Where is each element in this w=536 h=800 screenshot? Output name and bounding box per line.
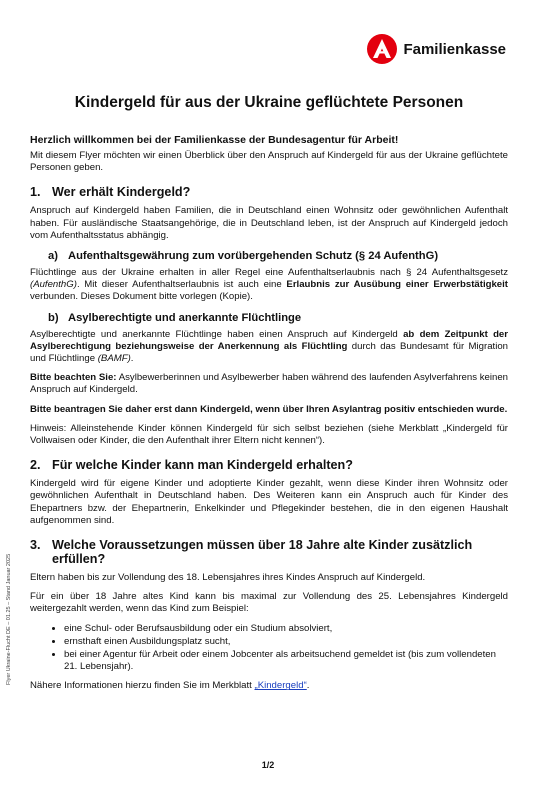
section-3-number: 3. bbox=[30, 538, 41, 553]
section-1-text: Anspruch auf Kindergeld haben Familien, die in Deutschland einen Wohnsitz oder gewöhnlichen Aufenthalt haben. Für ausländische Staatsangehörige, die in Deutschland leben, ist der Anspruch auf Kindergeld jedoch vom Aufenthaltsstatus abhängig. bbox=[30, 205, 508, 241]
list-item: • bei einer Agentur für Arbeit oder einem Jobcenter als arbeitsuchend gemeldet ist (bis zum vollendeten 21. Lebensjahr). bbox=[64, 649, 508, 673]
section-2-title: Für welche Kinder kann man Kindergeld erhalten? bbox=[52, 458, 353, 473]
note-apply-after-decision: Bitte beantragen Sie daher erst dann Kindergeld, wenn über Ihren Asylantrag positiv entschieden wurde. bbox=[30, 403, 508, 415]
subsection-b-heading bbox=[48, 312, 508, 324]
subsection-b-number: b) bbox=[48, 311, 59, 324]
note-asylum-seekers: Bitte beachten Sie: Asylbewerberinnen und Asylbewerber haben während des laufenden Asylverfahrens keinen Anspruch auf Kindergeld. bbox=[30, 372, 508, 396]
section-3-text-1: Eltern haben bis zur Vollendung des 18. Lebensjahres ihres Kindes Anspruch auf Kindergeld. bbox=[30, 572, 426, 584]
section-1-number: 1. bbox=[30, 185, 41, 200]
familienkasse-logo bbox=[367, 34, 506, 64]
list-item: • ernsthaft einen Ausbildungsplatz sucht, bbox=[64, 636, 508, 648]
hint-orphans: Hinweis: Alleinstehende Kinder können Kindergeld für sich selbst beziehen (siehe Merkblatt „Kindergeld für Vollwaisen oder Kinder, die den Aufenthalt ihrer Eltern nicht kennen“). bbox=[30, 422, 508, 447]
kindergeld-merkblatt-link[interactable]: „Kindergeld“ bbox=[254, 680, 307, 692]
section-2-text: Kindergeld wird für eigene Kinder und adoptierte Kinder gezahlt, wenn diese Kinder ihren Wohnsitz oder gewöhnlichen Aufenthalt in Deutschland haben. Des Weiteren kann ein Anspruch auch für Kinder des Ehepartners bzw. der Ehepartnerin, Enkelkinder und Pflegekinder bestehen, die in den eigenen Haushalt aufgenommen sind. bbox=[30, 478, 508, 526]
welcome-heading: Herzlich willkommen bei der Familienkasse der Bundesagentur für Arbeit! bbox=[30, 134, 399, 146]
list-item: • eine Schul- oder Berufsausbildung oder ein Studium absolviert, bbox=[64, 623, 508, 635]
subsection-a-text: Flüchtlinge aus der Ukraine erhalten in aller Regel eine Aufenthaltserlaubnis nach § 24 Aufenthaltsgesetz (AufenthG). Mit dieser Aufenthaltserlaubnis ist auch eine Erlaubnis zur Ausübung einer Erwerbstätigkeit verbunden. Dieses Dokument bitte vorlegen (Kopie). bbox=[30, 267, 508, 303]
brand-name: Familienkasse bbox=[403, 40, 506, 58]
document-title: Kindergeld für aus der Ukraine geflüchtete Personen bbox=[74, 94, 464, 111]
document-body bbox=[30, 94, 508, 700]
section-2-number: 2. bbox=[30, 458, 41, 473]
conditions-list bbox=[30, 623, 508, 674]
subsection-b-text: Asylberechtigte und anerkannte Flüchtlinge haben einen Anspruch auf Kindergeld ab dem Zeitpunkt der Asylberechtigung beziehungsweise der Anerkennung als Flüchtling durch das Bundesamt für Migration und Flüchtlinge (BAMF). bbox=[30, 328, 508, 365]
section-1-title: Wer erhält Kindergeld? bbox=[52, 185, 191, 200]
page-number: 1/2 bbox=[261, 760, 275, 770]
arbeitsagentur-logo-icon bbox=[367, 34, 397, 64]
subsection-a-title: Aufenthaltsgewährung zum vorübergehenden Schutz (§ 24 AufenthG) bbox=[68, 250, 439, 263]
flyer-version-note: Flyer Ukraine-Flucht DE – 01.25 – Stand Januar 2025 bbox=[6, 553, 12, 685]
subsection-a-heading bbox=[48, 250, 508, 262]
section-2-heading bbox=[30, 458, 508, 472]
section-3-title: Welche Voraussetzungen müssen über 18 Jahre alte Kinder zusätzlich erfüllen? bbox=[52, 538, 473, 567]
more-info-text: Nähere Informationen hierzu finden Sie im Merkblatt „Kindergeld“. bbox=[30, 680, 310, 692]
section-3-heading bbox=[30, 538, 508, 566]
subsection-b-title: Asylberechtigte und anerkannte Flüchtlinge bbox=[68, 311, 302, 324]
section-1-heading bbox=[30, 185, 508, 199]
section-3-text-2: Für ein über 18 Jahre altes Kind kann bis maximal zur Vollendung des 25. Lebensjahres Kindergeld weitergezahlt werden, wenn das Kind zum Beispiel: bbox=[30, 591, 508, 615]
subsection-a-number: a) bbox=[48, 250, 58, 263]
intro-text: Mit diesem Flyer möchten wir einen Überblick über den Anspruch auf Kindergeld für aus der Ukraine geflüchtete Personen geben. bbox=[30, 150, 508, 174]
